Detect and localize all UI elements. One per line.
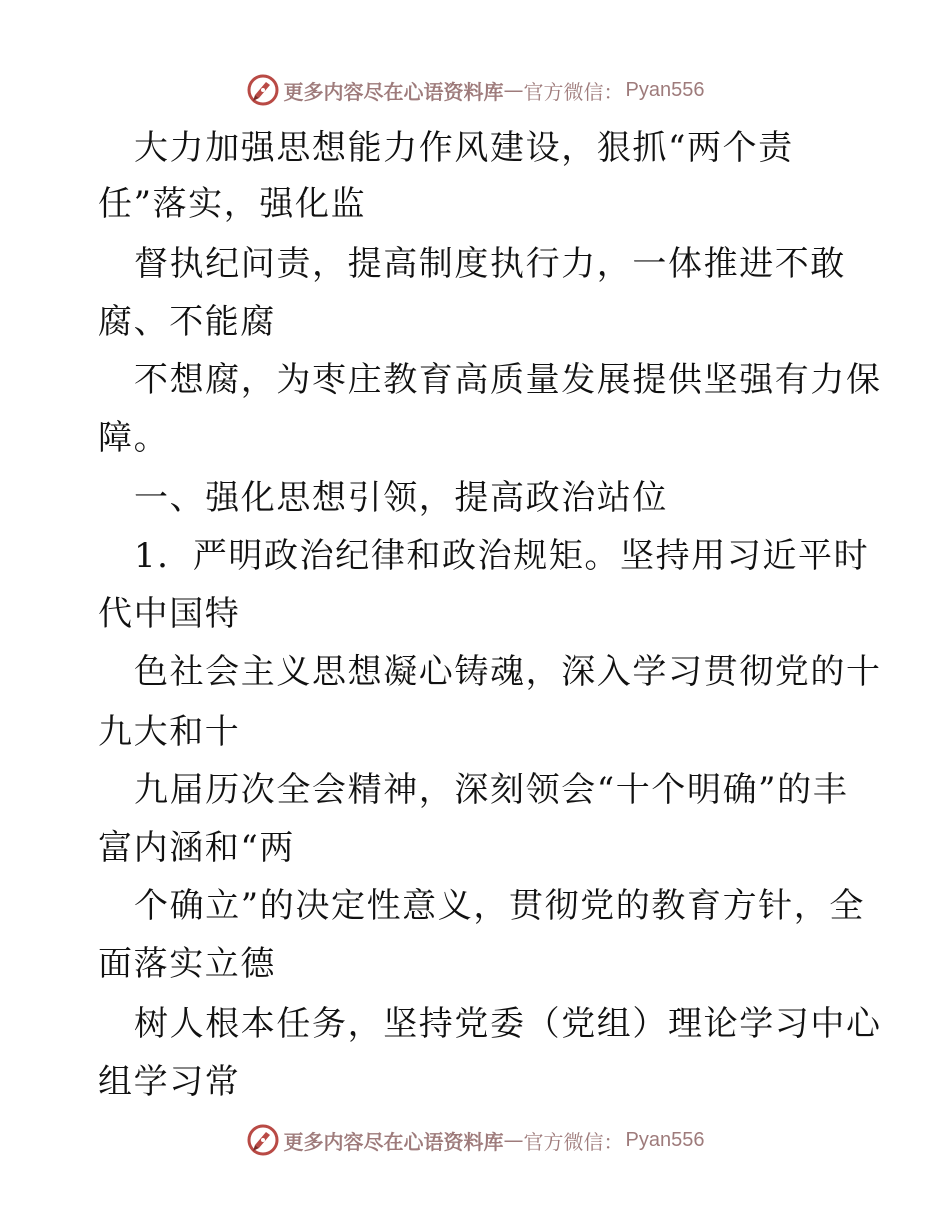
paragraph-line: 色社会主义思想凝心铸魂，深入学习贯彻党的十 [134, 652, 882, 692]
paragraph-line: 九大和十 [98, 712, 241, 752]
paragraph-line: 面落实立德 [98, 944, 276, 984]
paragraph-line: 障。 [98, 418, 170, 458]
paragraph-line: 大力加强思想能力作风建设，狠抓“两个责 [134, 128, 794, 168]
paragraph-line: 树人根本任务，坚持党委（党组）理论学习中心 [134, 1004, 882, 1044]
banner-wechat-id: Pyan556 [625, 1128, 705, 1151]
paragraph-line: 组学习常 [98, 1062, 241, 1102]
paragraph-line: 九届历次全会精神，深刻领会“十个明确”的丰 [134, 770, 849, 810]
paragraph-line: 富内涵和“两 [98, 828, 295, 868]
red-pen-circle-logo-icon [246, 1123, 280, 1157]
banner-official-label: 官方微信： [523, 79, 624, 104]
header-banner [0, 70, 950, 110]
paragraph-line: 个确立”的决定性意义，贯彻党的教育方针，全 [134, 886, 865, 926]
red-pen-circle-logo-icon [246, 73, 280, 107]
paragraph-line: 腐、不能腐 [98, 302, 276, 342]
banner-dash: — [503, 1128, 524, 1152]
paragraph-line: 任”落实，强化监 [98, 184, 367, 224]
paragraph-line: 不想腐，为枣庄教育高质量发展提供坚强有力保 [134, 360, 882, 400]
section-heading: 一、强化思想引领，提高政治站位 [134, 478, 668, 518]
banner-lead-text: 更多内容尽在心语资料库 [283, 79, 504, 104]
banner-wechat-id: Pyan556 [625, 78, 705, 101]
paragraph-line: 代中国特 [98, 594, 241, 634]
banner-lead-text: 更多内容尽在心语资料库 [283, 1129, 504, 1154]
banner-dash: — [503, 78, 524, 102]
footer-banner [0, 1120, 950, 1160]
paragraph-line: 1．严明政治纪律和政治规矩。坚持用习近平时 [134, 536, 870, 576]
banner-official-label: 官方微信： [523, 1129, 624, 1154]
paragraph-line: 督执纪问责，提高制度执行力，一体推进不敢 [134, 244, 846, 284]
